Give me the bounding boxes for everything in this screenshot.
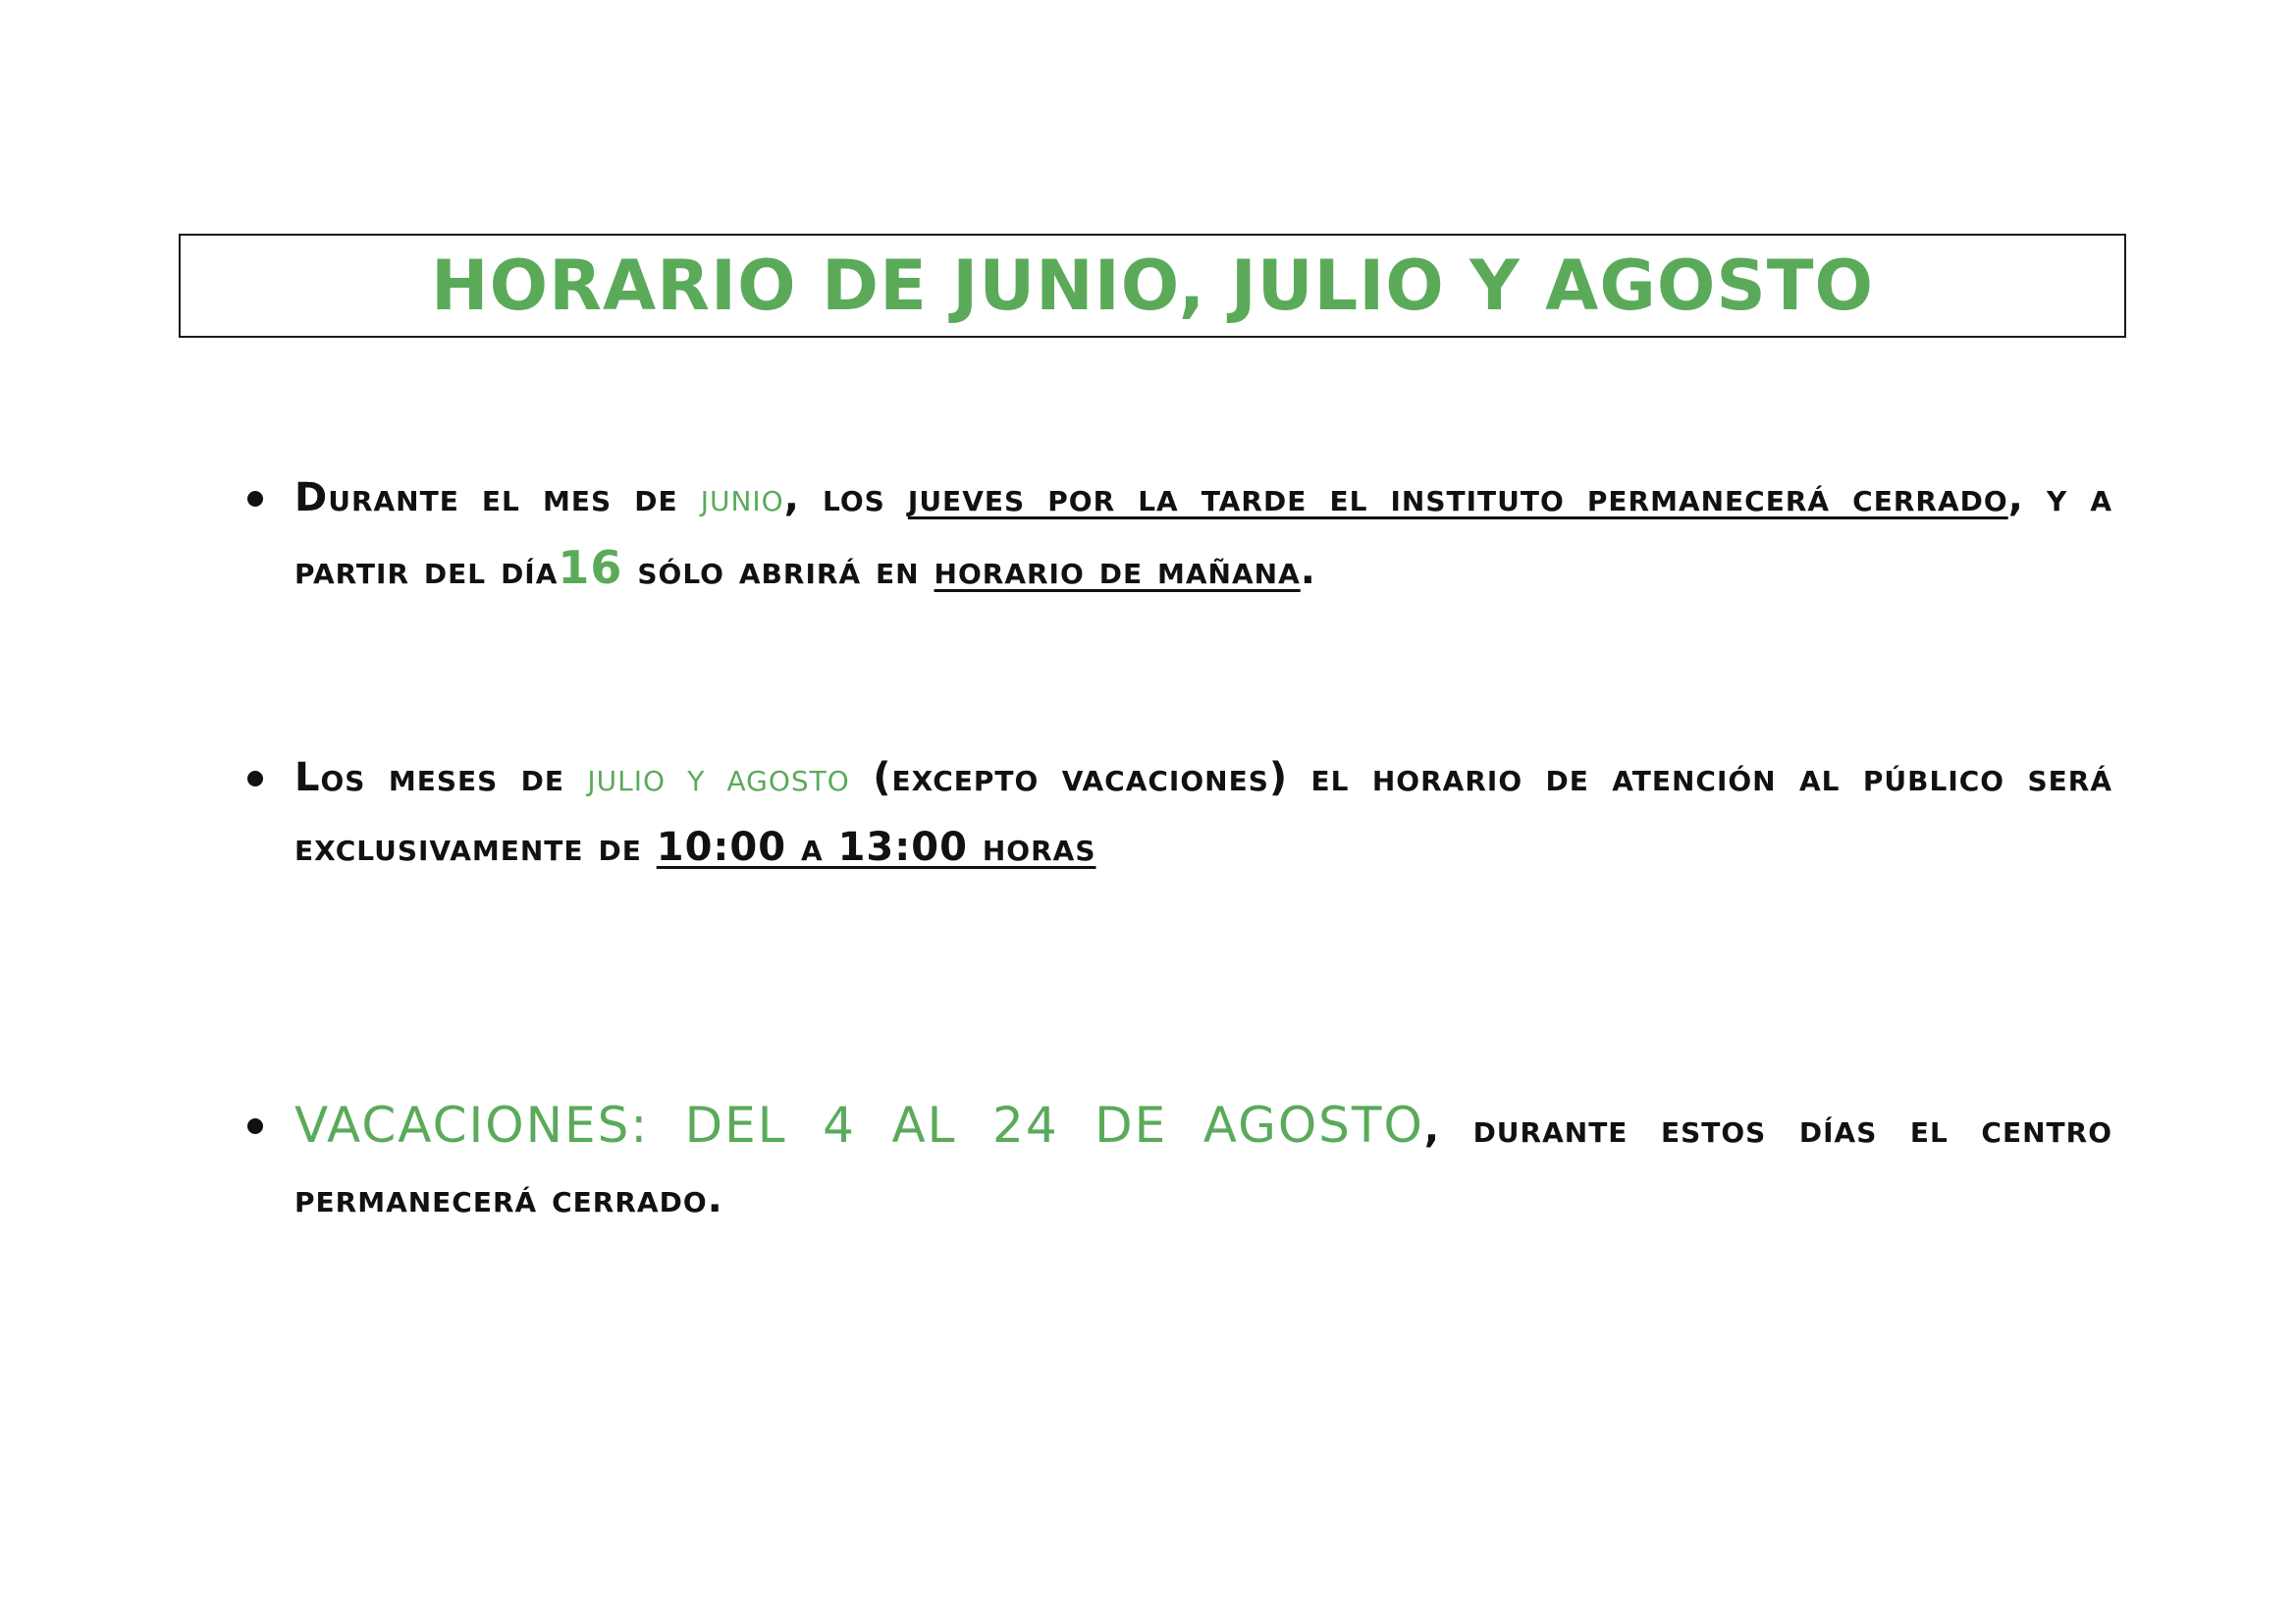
- text: .: [1300, 548, 1316, 593]
- highlight-vacations: VACACIONES: DEL 4 AL 24 DE AGOSTO: [294, 1097, 1424, 1154]
- notice-list: [247, 463, 2112, 1234]
- text: sólo abrirá en: [622, 548, 934, 593]
- list-item-july-august: [247, 743, 2112, 883]
- highlight-months: julio y agosto: [587, 755, 850, 800]
- bullet-dot-icon: [247, 1118, 263, 1134]
- highlight-day: 16: [558, 541, 623, 594]
- title-box: [179, 234, 2126, 338]
- page-title: HORARIO DE JUNIO, JULIO Y AGOSTO: [430, 245, 1874, 326]
- highlight-month: junio: [700, 475, 784, 520]
- bullet-dot-icon: [247, 771, 263, 786]
- text: Durante el mes de: [294, 475, 701, 520]
- bullet-dot-icon: [247, 491, 263, 507]
- text: Los meses de: [294, 755, 588, 800]
- underlined-text: horario de mañana: [934, 548, 1301, 593]
- underlined-hours: 10:00 a 13:00 horas: [656, 825, 1096, 870]
- text: , los: [783, 475, 908, 520]
- list-item-june: [247, 463, 2112, 606]
- text: , durante estos días el centro permanecerá cerrado.: [294, 1107, 2113, 1221]
- text: , y a partir del día: [294, 475, 2113, 593]
- text: (excepto vacaciones) el horario de atención al público será exclusivamente de: [294, 755, 2112, 870]
- list-item-vacations: [247, 1091, 2112, 1234]
- underlined-text: jueves por la tarde el instituto permanecerá cerrado: [907, 475, 2008, 520]
